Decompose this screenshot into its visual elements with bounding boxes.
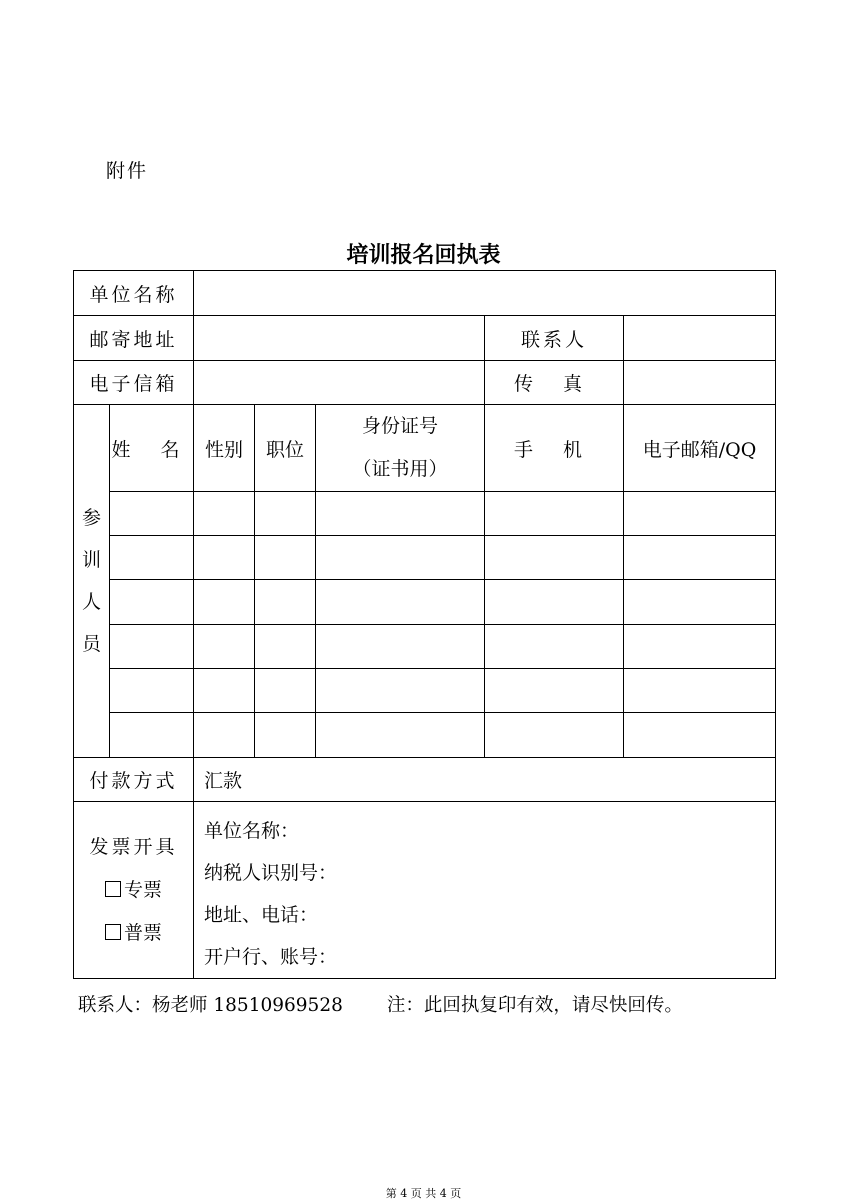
participant-cell[interactable] — [624, 492, 776, 536]
invoice-label: 发票开具 — [89, 835, 178, 858]
registration-form-table — [73, 270, 776, 979]
participant-cell[interactable] — [255, 713, 316, 758]
header-name: 姓 名 — [110, 405, 194, 492]
participant-cell[interactable] — [110, 580, 194, 625]
attachment-label: 附件 — [106, 160, 149, 182]
participant-cell[interactable] — [110, 536, 194, 580]
contact-person-label: 联系人 — [485, 316, 624, 361]
participant-cell[interactable] — [110, 669, 194, 713]
participant-row — [74, 713, 776, 758]
participant-cell[interactable] — [624, 669, 776, 713]
participant-cell[interactable] — [624, 580, 776, 625]
participant-cell[interactable] — [485, 536, 624, 580]
footer-line — [78, 991, 683, 1017]
participant-cell[interactable] — [624, 625, 776, 669]
participant-row — [74, 492, 776, 536]
mail-address-label: 邮寄地址 — [74, 316, 194, 361]
participant-cell[interactable] — [316, 713, 485, 758]
participant-row — [74, 625, 776, 669]
participant-cell[interactable] — [255, 580, 316, 625]
participant-cell[interactable] — [485, 492, 624, 536]
header-gender: 性别 — [194, 405, 255, 492]
participant-cell[interactable] — [316, 580, 485, 625]
fax-label: 传 真 — [485, 361, 624, 405]
page-number: 第 4 页 共 4 页 — [385, 1187, 462, 1200]
participant-cell[interactable] — [110, 625, 194, 669]
mail-address-field[interactable] — [194, 316, 485, 361]
checkbox-special[interactable] — [105, 881, 121, 897]
participant-cell[interactable] — [624, 536, 776, 580]
participant-cell[interactable] — [194, 625, 255, 669]
participant-cell[interactable] — [485, 625, 624, 669]
participant-cell[interactable] — [316, 669, 485, 713]
invoice-fields — [194, 802, 776, 979]
participant-cell[interactable] — [255, 669, 316, 713]
participant-cell[interactable] — [255, 492, 316, 536]
participant-cell[interactable] — [255, 536, 316, 580]
header-mobile: 手 机 — [485, 405, 624, 492]
contact-person-field[interactable] — [624, 316, 776, 361]
participant-cell[interactable] — [316, 625, 485, 669]
invoice-label-cell — [74, 802, 194, 979]
participant-cell[interactable] — [255, 625, 316, 669]
participants-section-label: 参 训 人 员 — [74, 405, 110, 758]
participant-cell[interactable] — [316, 492, 485, 536]
participant-cell[interactable] — [194, 536, 255, 580]
participant-cell[interactable] — [316, 536, 485, 580]
payment-method-label: 付款方式 — [74, 758, 194, 802]
participant-row — [74, 536, 776, 580]
participant-row — [74, 669, 776, 713]
participant-cell[interactable] — [485, 669, 624, 713]
email-label: 电子信箱 — [74, 361, 194, 405]
participant-cell[interactable] — [485, 713, 624, 758]
unit-name-label: 单位名称 — [74, 271, 194, 316]
header-email-qq: 电子邮箱/QQ — [624, 405, 776, 492]
participant-cell[interactable] — [194, 713, 255, 758]
checkbox-normal[interactable] — [105, 924, 121, 940]
invoice-field-bank-account[interactable]: 开户行、账号： — [204, 946, 338, 968]
header-position: 职位 — [255, 405, 316, 492]
normal-invoice-option[interactable]: 普票 — [74, 912, 193, 955]
header-id-number: 身份证号 （证书用） — [316, 405, 485, 492]
participant-cell[interactable] — [110, 713, 194, 758]
footer-contact: 联系人：杨老师 18510969528 — [78, 995, 343, 1016]
email-field[interactable] — [194, 361, 485, 405]
form-title: 培训报名回执表 — [346, 243, 501, 268]
payment-method-value: 汇款 — [194, 758, 776, 802]
fax-field[interactable] — [624, 361, 776, 405]
invoice-field-tax-id[interactable]: 纳税人识别号： — [204, 862, 338, 884]
participant-cell[interactable] — [485, 580, 624, 625]
participant-row — [74, 580, 776, 625]
participant-cell[interactable] — [194, 669, 255, 713]
invoice-field-address-phone[interactable]: 地址、电话： — [204, 904, 319, 926]
invoice-field-unit-name[interactable]: 单位名称： — [204, 820, 300, 842]
participant-cell[interactable] — [110, 492, 194, 536]
participant-cell[interactable] — [194, 492, 255, 536]
participant-cell[interactable] — [624, 713, 776, 758]
participant-cell[interactable] — [194, 580, 255, 625]
footer-note: 注：此回执复印有效，请尽快回传。 — [386, 995, 683, 1016]
unit-name-field[interactable] — [194, 271, 776, 316]
special-invoice-option[interactable]: 专票 — [74, 869, 193, 912]
